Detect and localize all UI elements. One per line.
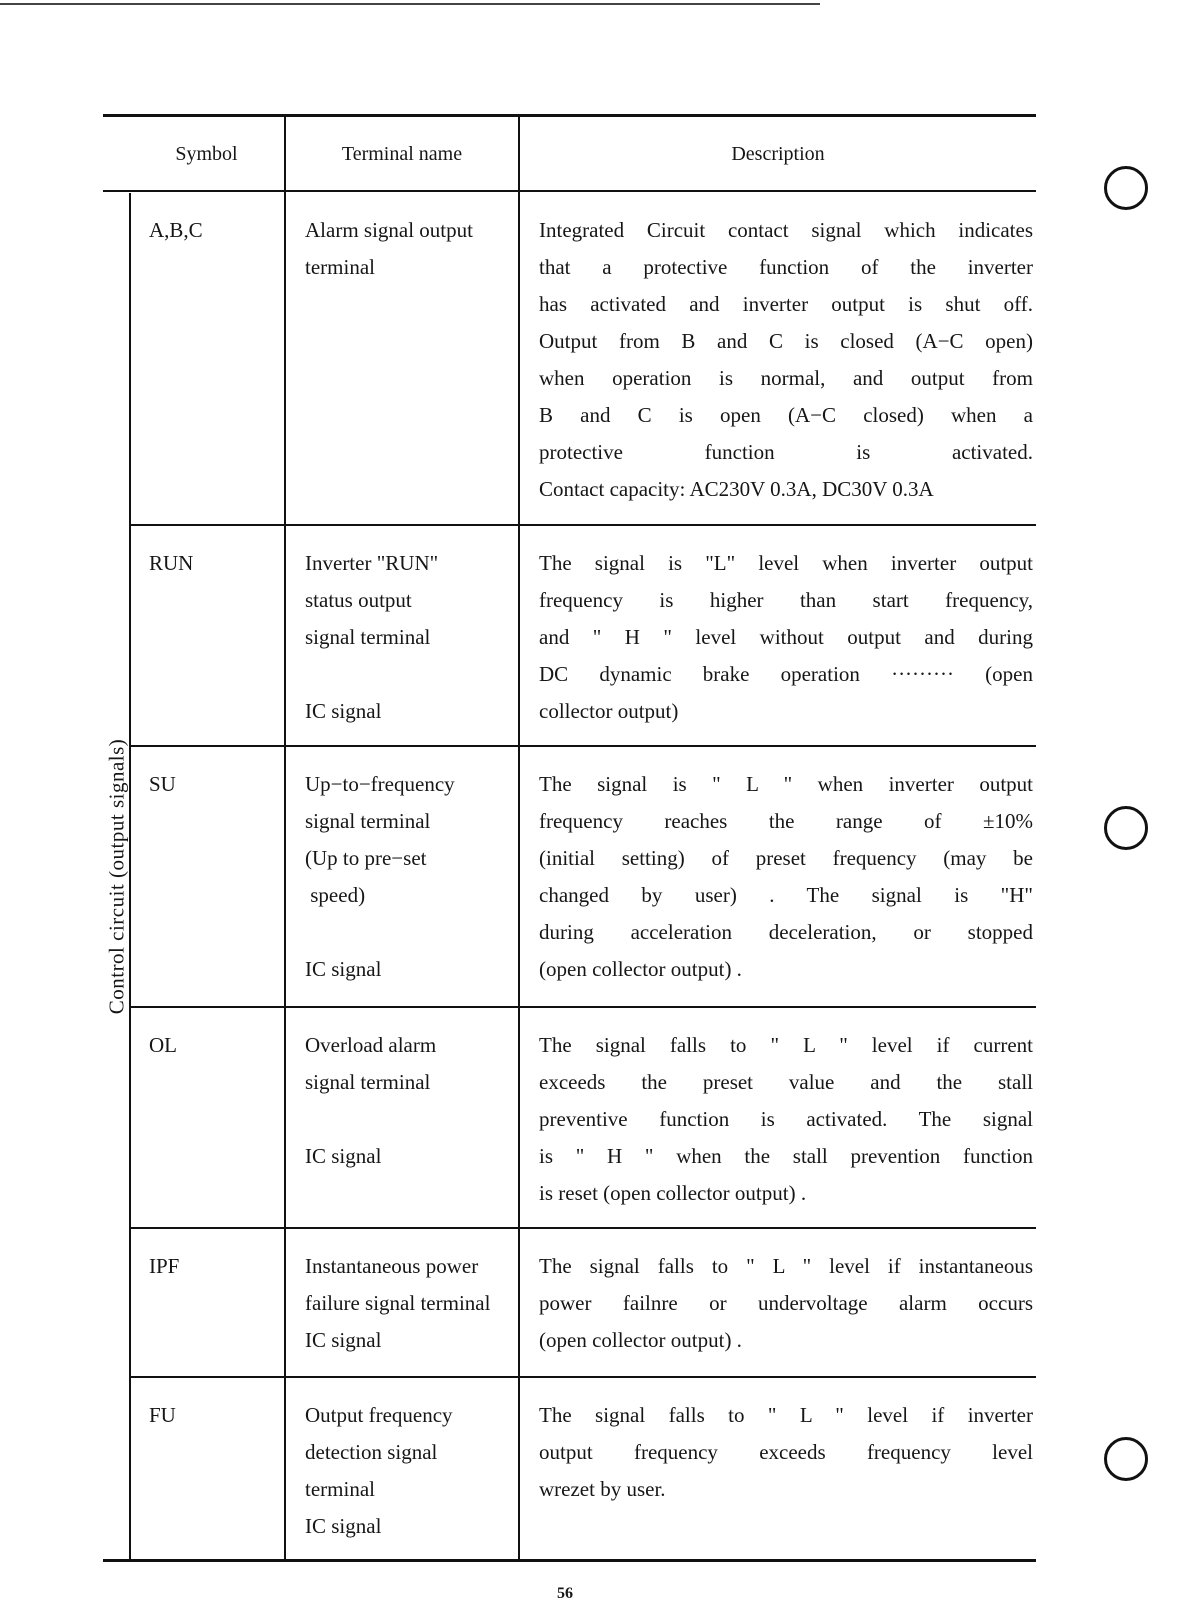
- punch-hole-bottom: [1104, 1437, 1148, 1481]
- row-description: [539, 1397, 1033, 1508]
- row-description: [539, 1027, 1033, 1212]
- terminal-name-line: detection signal: [305, 1440, 438, 1464]
- description-line: wrezet by user.: [539, 1477, 666, 1501]
- row-divider: [129, 745, 1036, 747]
- terminal-name-line: Output frequency: [305, 1403, 453, 1427]
- terminal-name-line: IC signal: [305, 1144, 382, 1168]
- page-number: 56: [557, 1585, 573, 1602]
- side-label: [103, 193, 131, 1559]
- description-line: protective function is activated.: [539, 440, 1033, 464]
- row-description: [539, 212, 1033, 508]
- terminal-name-line: Up−to−frequency: [305, 772, 455, 796]
- terminal-name-line: IC signal: [305, 957, 382, 981]
- description-line: B and C is open (A−C closed) when a: [539, 403, 1033, 427]
- row-divider: [129, 1227, 1036, 1229]
- description-line: frequency is higher than start frequency,: [539, 588, 1033, 612]
- description-line: changed by user) . The signal is "H": [539, 883, 1033, 907]
- description-line: The signal is " L " when inverter output: [539, 772, 1033, 796]
- row-description: [539, 545, 1033, 730]
- terminal-name-line: IC signal: [305, 1328, 382, 1352]
- row-divider: [129, 524, 1036, 526]
- terminal-name-line: [305, 1101, 517, 1138]
- terminal-name-line: terminal: [305, 255, 375, 279]
- description-line: that a protective function of the inverter: [539, 255, 1033, 279]
- description-line: preventive function is activated. The signal: [539, 1107, 1033, 1131]
- row-terminal-name: [305, 1248, 517, 1359]
- row-terminal-name: [305, 545, 517, 730]
- description-line: during acceleration deceleration, or stopped: [539, 920, 1033, 944]
- header-rule: [103, 190, 1036, 192]
- description-line: has activated and inverter output is shut off.: [539, 292, 1033, 316]
- terminal-name-line: status output: [305, 588, 412, 612]
- header-symbol: Symbol: [175, 143, 238, 165]
- terminal-name-line: Overload alarm: [305, 1033, 437, 1057]
- description-line: collector output): [539, 699, 679, 723]
- row-divider: [129, 1376, 1036, 1378]
- description-line: Contact capacity: AC230V 0.3A, DC30V 0.3A: [539, 477, 934, 501]
- row-terminal-name: [305, 212, 517, 286]
- description-line: exceeds the preset value and the stall: [539, 1070, 1033, 1094]
- description-line: is " H " when the stall prevention function: [539, 1144, 1033, 1168]
- terminal-name-line: signal terminal: [305, 1070, 431, 1094]
- description-line: Output from B and C is closed (A−C open): [539, 329, 1033, 353]
- terminal-name-line: (Up to pre−set: [305, 846, 427, 870]
- description-line: The signal is "L" level when inverter output: [539, 551, 1033, 575]
- punch-hole-top: [1104, 166, 1148, 210]
- header-terminal-name: Terminal name: [341, 143, 463, 165]
- description-line: (open collector output) .: [539, 957, 742, 981]
- terminal-name-line: signal terminal: [305, 625, 431, 649]
- column-divider: [284, 117, 286, 1559]
- row-symbol: OL: [149, 1033, 177, 1057]
- description-line: (open collector output) .: [539, 1328, 742, 1352]
- row-description: [539, 766, 1033, 988]
- row-symbol: A,B,C: [149, 218, 203, 242]
- description-line: frequency reaches the range of ±10%: [539, 809, 1033, 833]
- terminal-name-line: IC signal: [305, 699, 382, 723]
- description-line: Integrated Circuit contact signal which indicates: [539, 218, 1033, 242]
- row-terminal-name: [305, 1397, 517, 1545]
- description-line: and " H " level without output and during: [539, 625, 1033, 649]
- row-description: [539, 1248, 1033, 1359]
- row-symbol: IPF: [149, 1254, 180, 1278]
- column-divider: [518, 117, 520, 1559]
- terminal-name-line: [305, 656, 517, 693]
- row-divider: [129, 1006, 1036, 1008]
- top-rule: [0, 3, 820, 5]
- description-line: when operation is normal, and output from: [539, 366, 1033, 390]
- description-line: is reset (open collector output) .: [539, 1181, 807, 1205]
- terminal-name-line: Inverter "RUN": [305, 551, 439, 575]
- side-label-text: Control circuit (output signals): [104, 738, 129, 1014]
- terminal-name-line: [305, 914, 517, 951]
- description-line: The signal falls to " L " level if inverter: [539, 1403, 1033, 1427]
- punch-hole-middle: [1104, 806, 1148, 850]
- row-terminal-name: [305, 1027, 517, 1175]
- row-symbol: SU: [149, 772, 176, 796]
- terminal-name-line: signal terminal: [305, 809, 431, 833]
- description-line: DC dynamic brake operation ········· (open: [539, 662, 1033, 686]
- description-line: power failnre or undervoltage alarm occurs: [539, 1291, 1033, 1315]
- terminal-name-line: IC signal: [305, 1514, 382, 1538]
- terminal-name-line: Alarm signal output: [305, 218, 473, 242]
- terminal-name-line: failure signal terminal: [305, 1291, 491, 1315]
- row-terminal-name: [305, 766, 517, 988]
- description-line: output frequency exceeds frequency level: [539, 1440, 1033, 1464]
- header-description: Description: [731, 143, 825, 165]
- terminal-name-line: speed): [305, 883, 366, 907]
- terminal-name-line: Instantaneous power: [305, 1254, 479, 1278]
- terminal-table: [103, 114, 1036, 1562]
- description-line: The signal falls to " L " level if instantaneous: [539, 1254, 1033, 1278]
- description-line: The signal falls to " L " level if current: [539, 1033, 1033, 1057]
- description-line: (initial setting) of preset frequency (may be: [539, 846, 1033, 870]
- row-symbol: FU: [149, 1403, 176, 1427]
- row-symbol: RUN: [149, 551, 194, 575]
- terminal-name-line: terminal: [305, 1477, 375, 1501]
